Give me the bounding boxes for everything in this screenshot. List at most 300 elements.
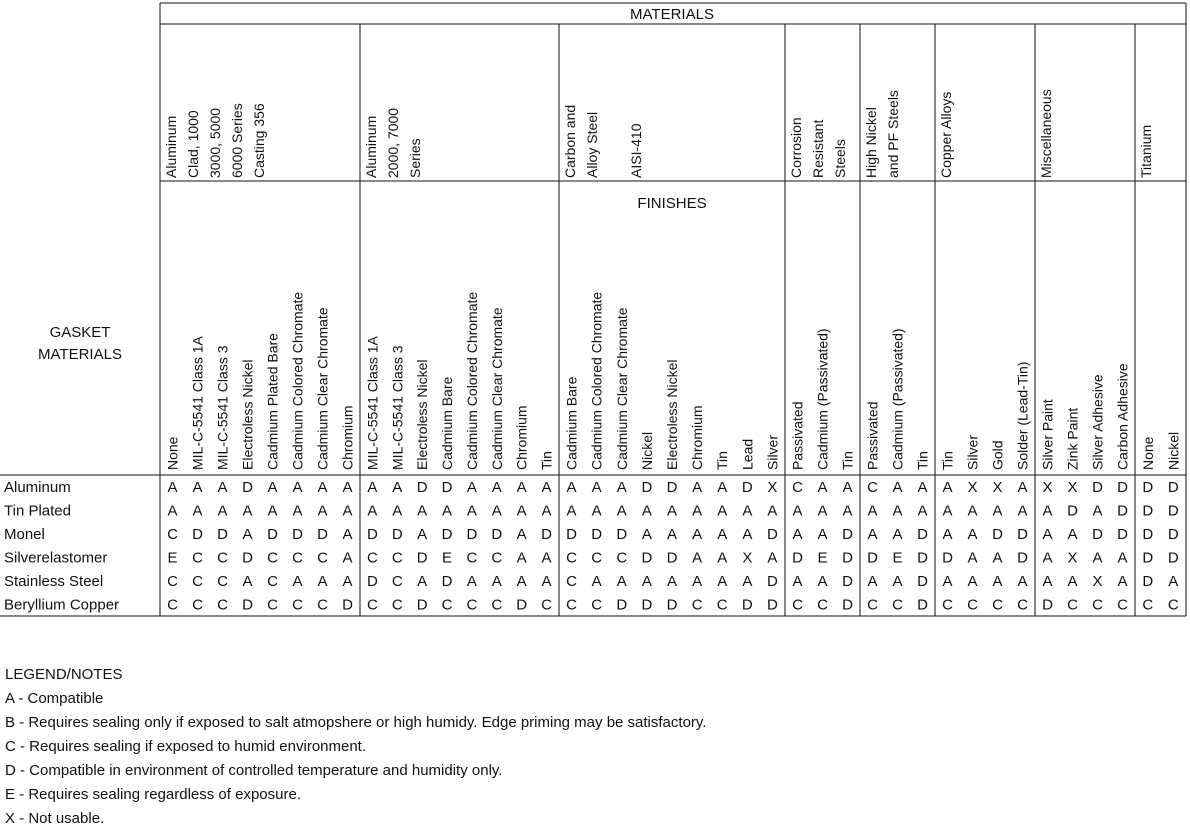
finish-name: Cadmium Bare — [439, 376, 456, 470]
compatibility-code: X — [1067, 549, 1078, 567]
compatibility-code: A — [792, 502, 803, 520]
compatibility-code: C — [967, 596, 978, 614]
finish-name: Tin — [538, 451, 555, 470]
compatibility-code: A — [666, 526, 678, 543]
finish-name: MIL-C-5541 Class 3 — [389, 345, 406, 470]
compatibility-code: D — [466, 526, 478, 543]
row-label: Stainless Steel — [4, 573, 104, 590]
compatibility-code: D — [441, 526, 453, 543]
finish-name: Tin — [939, 451, 956, 470]
compatibility-code: A — [666, 502, 678, 520]
row-label: Beryllium Copper — [4, 596, 120, 614]
compatibility-code: A — [892, 479, 903, 496]
compatibility-code: A — [942, 502, 953, 520]
finish-name: Electroless Nickel — [664, 359, 680, 470]
compatibility-code: D — [317, 526, 328, 543]
compatibility-code: D — [416, 479, 428, 496]
compatibility-code: C — [466, 549, 478, 567]
compatibility-code: D — [917, 596, 928, 614]
compatibility-code: A — [992, 549, 1003, 567]
row-label: Monel — [4, 526, 45, 543]
finish-name: MIL-C-5541 Class 1A — [364, 336, 381, 470]
compatibility-code: E — [167, 549, 178, 567]
compatibility-code: D — [616, 596, 628, 614]
compatibility-code: A — [641, 573, 652, 590]
compatibility-code: A — [817, 479, 828, 496]
finish-name: Cadmium Clear Chromate — [613, 307, 630, 470]
compatibility-code: D — [842, 573, 853, 590]
compatibility-code: X — [992, 479, 1003, 496]
material-group-name: 2000, 7000 — [385, 107, 401, 178]
finish-name: Cadmium Colored Chromate — [289, 291, 306, 470]
compatibility-code: C — [391, 573, 403, 590]
compatibility-code: A — [541, 573, 552, 590]
compatibility-code: A — [867, 526, 878, 543]
compatibility-code: A — [342, 502, 353, 520]
compatibility-code: X — [967, 479, 978, 496]
compatibility-code: A — [767, 549, 778, 567]
compatibility-code: C — [217, 549, 228, 567]
compatibility-code: A — [541, 502, 552, 520]
compatibility-code: A — [491, 573, 502, 590]
material-group-name: Aluminum — [363, 115, 379, 178]
compatibility-code: C — [1142, 596, 1154, 614]
compatibility-code: D — [992, 526, 1003, 543]
compatibility-code: A — [1042, 526, 1053, 543]
material-group-name: Clad, 1000 — [185, 110, 201, 178]
compatibility-code: D — [666, 479, 678, 496]
compatibility-code: A — [666, 573, 678, 590]
compatibility-code: A — [641, 502, 652, 520]
compatibility-code: X — [1042, 479, 1053, 496]
compatibility-code: C — [716, 596, 728, 614]
compatibility-code: C — [192, 596, 203, 614]
compatibility-code: D — [391, 526, 403, 543]
finish-name: Silver Adhesive — [1089, 374, 1106, 470]
compatibility-code: A — [892, 526, 903, 543]
legend-item-c: C - Requires sealing if exposed to humid environment. — [5, 738, 367, 755]
compatibility-code: D — [741, 596, 753, 614]
compatibility-code: C — [591, 549, 603, 567]
compatibility-code: A — [1042, 502, 1053, 520]
compatibility-code: A — [1117, 573, 1128, 590]
compatibility-code: A — [967, 573, 978, 590]
compatibility-code: A — [516, 573, 527, 590]
compatibility-code: A — [742, 526, 753, 543]
compatibility-code: A — [616, 479, 627, 496]
compatibility-code: D — [767, 526, 778, 543]
compatibility-code: D — [1167, 502, 1179, 520]
material-group-name: Alloy Steel — [584, 111, 600, 178]
compatibility-code: A — [792, 526, 803, 543]
finish-name: Nickel — [1165, 431, 1182, 470]
material-group-name: Casting 356 — [251, 103, 267, 178]
compatibility-code: A — [516, 479, 527, 496]
compatibility-code: C — [466, 596, 478, 614]
compatibility-code: E — [817, 549, 828, 567]
compatibility-code: D — [1067, 502, 1078, 520]
finish-name: Cadmium (Passivated) — [814, 328, 831, 470]
compatibility-code: C — [792, 479, 803, 496]
compatibility-code: D — [566, 526, 577, 543]
compatibility-code: D — [1017, 549, 1028, 567]
compatibility-code: C — [167, 573, 178, 590]
compatibility-code: C — [616, 549, 628, 567]
compatibility-code: C — [1067, 596, 1078, 614]
finishes-header: FINISHES — [637, 195, 707, 212]
compatibility-code: D — [491, 526, 503, 543]
finish-name: Cadmium Bare — [563, 376, 580, 470]
compatibility-code: D — [242, 549, 253, 567]
finish-name: Nickel — [638, 431, 655, 470]
compatibility-code: D — [867, 549, 878, 567]
compatibility-code: A — [842, 479, 853, 496]
compatibility-code: A — [192, 479, 203, 496]
compatibility-code: D — [1117, 502, 1128, 520]
finish-name: Cadmium (Passivated) — [889, 328, 906, 470]
compatibility-code: C — [391, 549, 403, 567]
compatibility-code: C — [1092, 596, 1103, 614]
compatibility-code: A — [466, 479, 477, 496]
compatibility-code: C — [391, 596, 403, 614]
compatibility-code: D — [441, 573, 453, 590]
compatibility-code: C — [867, 479, 878, 496]
compatibility-code: A — [392, 502, 403, 520]
compatibility-code: D — [917, 526, 928, 543]
legend-title: LEGEND/NOTES — [5, 666, 123, 683]
compatibility-code: C — [267, 596, 278, 614]
compatibility-code: X — [767, 479, 778, 496]
compatibility-code: A — [1017, 573, 1028, 590]
compatibility-code: C — [441, 596, 453, 614]
compatibility-code: D — [342, 596, 353, 614]
compatibility-code: A — [167, 502, 178, 520]
compatibility-code: D — [842, 526, 853, 543]
finish-name: Chromium — [513, 405, 530, 470]
finish-name: Passivated — [864, 401, 881, 470]
legend-notes — [5, 663, 706, 831]
compatibility-code: A — [817, 573, 828, 590]
compatibility-code: A — [491, 502, 502, 520]
compatibility-code: A — [317, 573, 328, 590]
compatibility-code: D — [1142, 526, 1154, 543]
compatibility-code: A — [242, 526, 253, 543]
compatibility-code: A — [692, 479, 703, 496]
compatibility-code: D — [666, 596, 678, 614]
compatibility-code: E — [442, 549, 453, 567]
compatibility-code: A — [692, 526, 703, 543]
compatibility-code: A — [867, 573, 878, 590]
compatibility-code: A — [317, 479, 328, 496]
compatibility-code: D — [1142, 549, 1154, 567]
compatibility-code: D — [1017, 526, 1028, 543]
compatibility-code: D — [217, 526, 228, 543]
compatibility-code: A — [267, 479, 278, 496]
compatibility-code: A — [417, 573, 428, 590]
compatibility-code: A — [591, 573, 602, 590]
compatibility-code: A — [967, 549, 978, 567]
compatibility-code: A — [1092, 549, 1103, 567]
compatibility-code: C — [566, 573, 577, 590]
compatibility-code: C — [317, 549, 328, 567]
compatibility-code: D — [942, 549, 953, 567]
compatibility-code: C — [566, 549, 577, 567]
compatibility-code: A — [466, 573, 477, 590]
compatibility-code: A — [967, 502, 978, 520]
legend-item-a: A - Compatible — [5, 690, 104, 707]
material-group-name: High Nickel — [863, 107, 879, 178]
finish-name: Tin — [839, 451, 856, 470]
material-group-name: and PF Steels — [885, 90, 901, 178]
compatibility-code: A — [491, 479, 502, 496]
row-label: Silverelastomer — [4, 549, 108, 567]
material-group-name: Aluminum — [163, 115, 179, 178]
finish-name: MIL-C-5541 Class 1A — [189, 336, 206, 470]
compatibility-code: D — [367, 526, 378, 543]
compatibility-code: D — [1167, 549, 1179, 567]
compatibility-code: X — [1092, 573, 1103, 590]
compatibility-code: A — [717, 479, 728, 496]
compatibility-code: C — [267, 573, 278, 590]
compatibility-code: D — [242, 596, 253, 614]
compatibility-code: A — [967, 526, 978, 543]
compatibility-code: A — [692, 573, 703, 590]
compatibility-code: C — [942, 596, 953, 614]
finish-name: Passivated — [789, 401, 806, 470]
compatibility-code: A — [417, 502, 428, 520]
compatibility-code: A — [442, 502, 453, 520]
compatibility-code: A — [1017, 502, 1028, 520]
compatibility-code: A — [616, 573, 627, 590]
compatibility-code: D — [767, 596, 778, 614]
finish-name: Tin — [714, 451, 731, 470]
compatibility-code: A — [342, 479, 353, 496]
compatibility-code: C — [892, 596, 903, 614]
compatibility-code: D — [1142, 573, 1154, 590]
compatibility-code: A — [392, 479, 403, 496]
finish-name: MIL-C-5541 Class 3 — [214, 345, 231, 470]
compatibility-code: A — [1042, 549, 1053, 567]
material-group-name: Series — [407, 138, 423, 178]
compatibility-code: C — [217, 596, 228, 614]
compatibility-code: A — [516, 502, 527, 520]
compatibility-code: A — [892, 573, 903, 590]
compatibility-code: D — [591, 526, 603, 543]
compatibility-code: D — [416, 596, 428, 614]
compatibility-code: C — [367, 549, 378, 567]
compatibility-code: A — [466, 502, 477, 520]
compatibility-code: D — [741, 479, 753, 496]
finish-name: Silver Paint — [1039, 399, 1056, 470]
material-group-name: 6000 Series — [229, 103, 245, 178]
finish-name: Electroless Nickel — [414, 359, 431, 470]
compatibility-code: A — [942, 526, 953, 543]
compatibility-code: A — [242, 502, 253, 520]
compatibility-code: A — [516, 549, 527, 567]
compatibility-code: D — [767, 573, 778, 590]
compatibility-code: A — [367, 502, 378, 520]
compatibility-code: A — [992, 573, 1003, 590]
compatibility-code: A — [566, 502, 577, 520]
compatibility-code: A — [1042, 573, 1053, 590]
compatibility-code: D — [541, 526, 552, 543]
compatibility-code: A — [641, 526, 652, 543]
compatibility-code: C — [817, 596, 828, 614]
compatibility-code: A — [267, 502, 278, 520]
compatibility-code: A — [342, 526, 353, 543]
compatibility-code: A — [591, 479, 602, 496]
compatibility-code: A — [717, 502, 728, 520]
compatibility-code: A — [317, 502, 328, 520]
material-group-name: 3000, 5000 — [207, 107, 223, 178]
finish-name: Cadmium Clear Chromate — [488, 307, 505, 470]
compatibility-code: D — [292, 526, 303, 543]
compatibility-code: A — [541, 479, 552, 496]
compatibility-code: D — [1092, 479, 1103, 496]
finish-name: None — [164, 436, 181, 470]
finish-name: Zink Paint — [1064, 407, 1081, 470]
compatibility-code: A — [867, 502, 878, 520]
compatibility-code: A — [167, 479, 178, 496]
compatibility-code: D — [1142, 479, 1154, 496]
compatibility-code: A — [192, 502, 203, 520]
compatibility-code: C — [292, 549, 303, 567]
finish-name: None — [1139, 436, 1156, 470]
compatibility-code: C — [317, 596, 328, 614]
row-label: Aluminum — [4, 479, 71, 496]
compatibility-code: C — [267, 549, 278, 567]
compatibility-code: D — [367, 573, 378, 590]
gasket-materials-header: MATERIALS — [38, 346, 122, 363]
compatibility-code: C — [217, 573, 228, 590]
compatibility-code: C — [367, 596, 378, 614]
compatibility-code: A — [217, 479, 228, 496]
compatibility-code: C — [591, 596, 603, 614]
compatibility-code: D — [616, 526, 628, 543]
compatibility-code: D — [242, 479, 253, 496]
compatibility-code: C — [167, 526, 178, 543]
compatibility-code: A — [292, 479, 303, 496]
compatibility-code: A — [817, 526, 828, 543]
material-group-name: Resistant — [810, 119, 826, 178]
compatibility-code: D — [917, 549, 928, 567]
compatibility-code: A — [1117, 549, 1128, 567]
compatibility-code: D — [917, 573, 928, 590]
compatibility-code: A — [1092, 502, 1103, 520]
finish-name: Cadmium Plated Bare — [264, 333, 281, 470]
compatibility-code: A — [1067, 526, 1078, 543]
compatibility-code: C — [491, 549, 503, 567]
compatibility-code: C — [167, 596, 178, 614]
compatibility-code: C — [192, 573, 203, 590]
compatibility-code: D — [1117, 479, 1128, 496]
compatibility-code: C — [792, 596, 803, 614]
compatibility-code: A — [792, 573, 803, 590]
compatibility-code: D — [1117, 526, 1128, 543]
finish-name: Silver — [964, 434, 981, 470]
compatibility-code: A — [1017, 479, 1028, 496]
compatibility-code: A — [217, 502, 228, 520]
compatibility-code: A — [292, 573, 303, 590]
compatibility-code: C — [992, 596, 1003, 614]
finish-name: Gold — [989, 440, 1006, 470]
row-label: Tin Plated — [4, 502, 71, 520]
compatibility-code: A — [292, 502, 303, 520]
compatibility-code: A — [516, 526, 527, 543]
gasket-materials-header: GASKET — [49, 324, 111, 341]
compatibility-code: A — [417, 526, 428, 543]
compatibility-code: A — [242, 573, 253, 590]
compatibility-code: C — [566, 596, 577, 614]
compatibility-code: C — [867, 596, 878, 614]
compatibility-code: A — [942, 479, 953, 496]
materials-header: MATERIALS — [630, 6, 714, 23]
material-group-name: Steels — [832, 139, 848, 178]
compatibility-code: X — [1067, 479, 1078, 496]
compatibility-code: A — [917, 479, 928, 496]
compatibility-code: C — [1117, 596, 1128, 614]
material-group-name: Corrosion — [788, 117, 804, 178]
compatibility-code: D — [641, 596, 653, 614]
compatibility-code: A — [342, 573, 353, 590]
compatibility-code: D — [842, 549, 853, 567]
compatibility-code: C — [541, 596, 552, 614]
compatibility-code: A — [767, 502, 778, 520]
compatibility-code: A — [817, 502, 828, 520]
compatibility-code: D — [516, 596, 528, 614]
finish-name: Chromium — [689, 405, 706, 470]
compatibility-code: D — [441, 479, 453, 496]
compatibility-code: D — [792, 549, 803, 567]
compatibility-code: A — [742, 502, 753, 520]
compatibility-code: D — [666, 549, 678, 567]
compatibility-code: A — [942, 573, 953, 590]
compatibility-code: C — [491, 596, 503, 614]
legend-item-b: B - Requires sealing only if exposed to salt atmopshere or high humidy. Edge priming may be satisfactory. — [5, 714, 707, 731]
finish-name: Cadmium Clear Chromate — [314, 307, 331, 470]
compatibility-code: C — [292, 596, 303, 614]
compatibility-code: A — [842, 502, 853, 520]
compatibility-code: A — [342, 549, 353, 567]
compatibility-code: C — [1167, 596, 1179, 614]
finish-name: Carbon Adhesive — [1114, 363, 1131, 470]
compatibility-code: D — [416, 549, 428, 567]
finish-name: Lead — [739, 438, 756, 470]
compatibility-code: C — [691, 596, 703, 614]
compatibility-code: A — [717, 526, 728, 543]
compatibility-code: A — [1168, 573, 1179, 590]
material-group-name: Carbon and — [562, 104, 578, 178]
compatibility-code: D — [1167, 479, 1179, 496]
compatibility-code: D — [641, 549, 653, 567]
finish-name: Tin — [914, 451, 931, 470]
compatibility-code: A — [717, 573, 728, 590]
legend-item-e: E - Requires sealing regardless of exposure. — [5, 786, 301, 803]
finish-name: Solder (Lead-Tin) — [1014, 361, 1031, 470]
compatibility-code: A — [566, 479, 577, 496]
compatibility-code: A — [717, 549, 728, 567]
compatibility-code: D — [641, 479, 653, 496]
compatibility-code: A — [742, 573, 753, 590]
compatibility-code: D — [842, 596, 853, 614]
finish-name: Cadmium Colored Chromate — [463, 291, 480, 470]
compatibility-code: D — [1042, 596, 1053, 614]
compatibility-code: D — [192, 526, 203, 543]
legend-item-d: D - Compatible in environment of controlled temperature and humidity only. — [5, 762, 503, 779]
compatibility-code: C — [192, 549, 203, 567]
compatibility-code: A — [591, 502, 602, 520]
compatibility-code: E — [892, 549, 903, 567]
